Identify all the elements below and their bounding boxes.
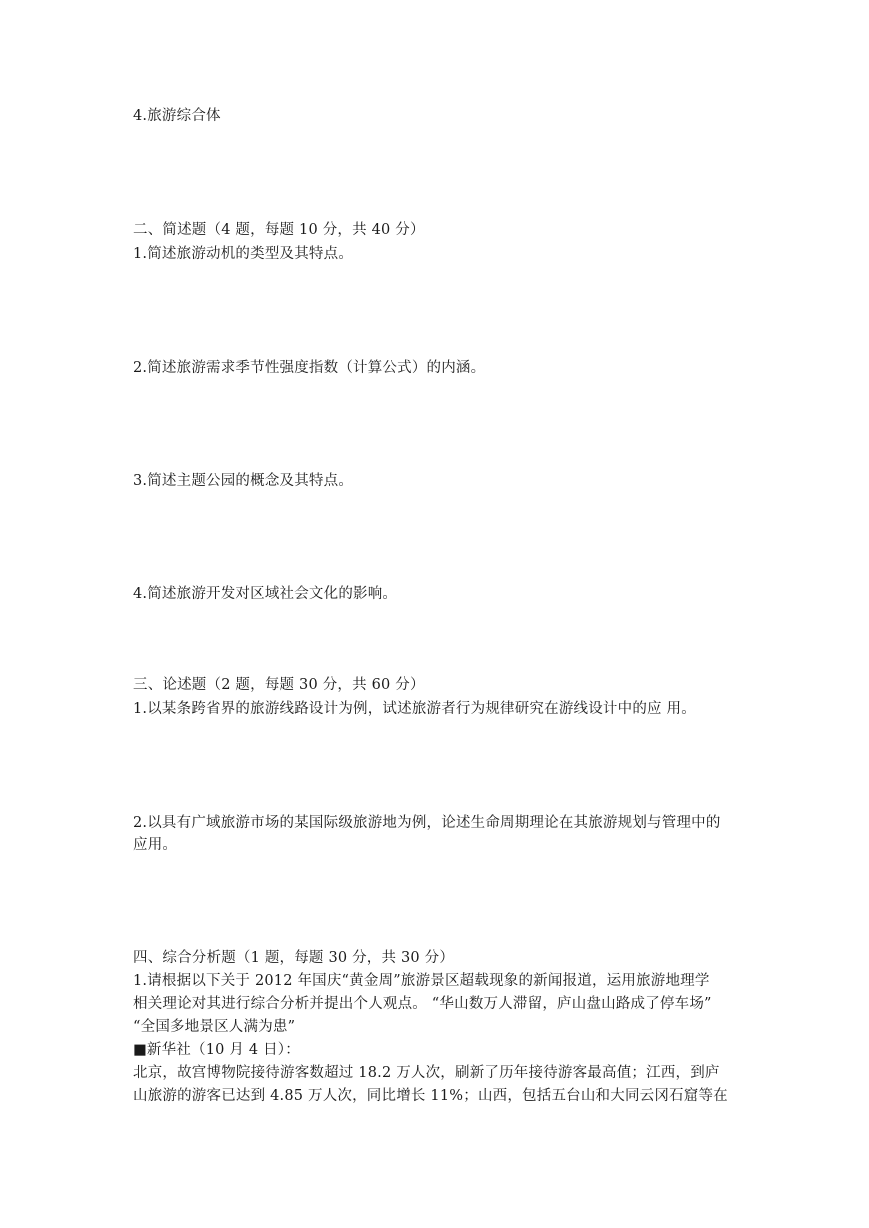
- essay-question-2-line-2: 应用。: [133, 837, 178, 853]
- news-source: ■新华社（10 月 4 日）：: [133, 1042, 300, 1058]
- essay-question-1: 1.以某条跨省界的旅游线路设计为例，试述旅游者行为规律研究在游线设计中的应 用。: [133, 701, 696, 717]
- news-body-line-2: 山旅游的游客已达到 4.85 万人次，同比增长 11%；山西，包括五台山和大同云冈石窟等在: [133, 1088, 728, 1104]
- section-heading-comprehensive: 四、综合分析题（1 题，每题 30 分，共 30 分）: [133, 950, 455, 966]
- short-answer-question-1: 1.简述旅游动机的类型及其特点。: [133, 246, 354, 262]
- essay-question-2-line-1: 2.以具有广域旅游市场的某国际级旅游地为例，论述生命周期理论在其旅游规划与管理中的: [133, 815, 721, 831]
- section-heading-essay: 三、论述题（2 题，每题 30 分，共 60 分）: [133, 677, 425, 693]
- comprehensive-question-1-line-2: 相关理论对其进行综合分析并提出个人观点。 “华山数万人滞留，庐山盘山路成了停车场”: [133, 996, 712, 1012]
- short-answer-question-4: 4.简述旅游开发对区域社会文化的影响。: [133, 586, 398, 602]
- comprehensive-question-1-line-3: “全国多地景区人满为患”: [133, 1019, 296, 1035]
- short-answer-question-3: 3.简述主题公园的概念及其特点。: [133, 473, 354, 489]
- comprehensive-question-1-line-1: 1.请根据以下关于 2012 年国庆“黄金周”旅游景区超载现象的新闻报道，运用旅游地理学: [133, 973, 710, 989]
- section-heading-short-answer: 二、简述题（4 题，每题 10 分，共 40 分）: [133, 222, 425, 238]
- short-answer-question-2: 2.简述旅游需求季节性强度指数（计算公式）的内涵。: [133, 360, 486, 376]
- term-item-4: 4.旅游综合体: [133, 108, 221, 124]
- news-body-line-1: 北京，故宫博物院接待游客数超过 18.2 万人次，刷新了历年接待游客最高值；江西，到庐: [133, 1065, 720, 1081]
